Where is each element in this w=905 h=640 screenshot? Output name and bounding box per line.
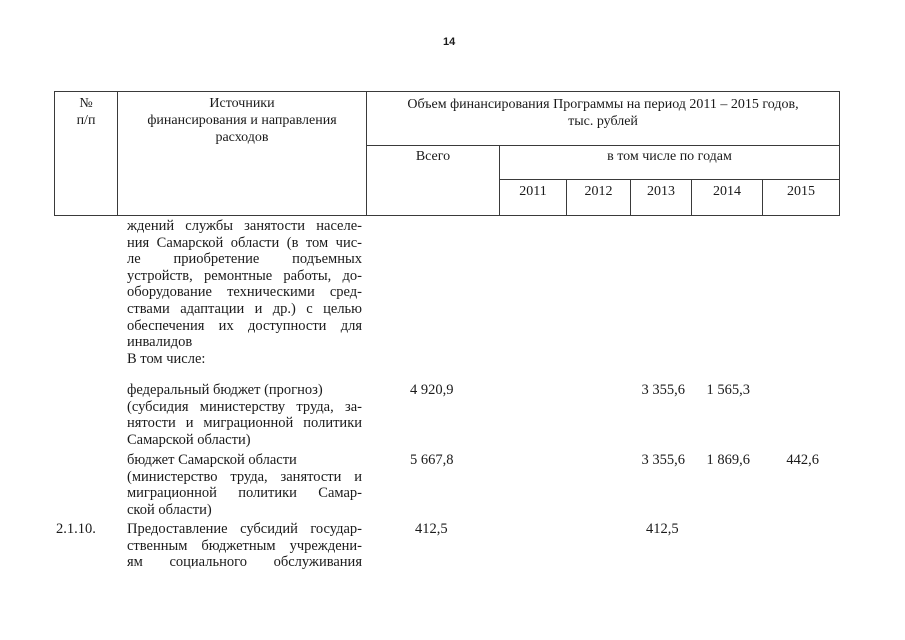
header-year-2013: 2013 xyxy=(647,184,675,199)
row-source-line: ской области) xyxy=(127,501,212,518)
header-cell-source xyxy=(117,91,367,216)
row-source-line: ям социального обслуживания xyxy=(127,554,362,571)
header-year-2012: 2012 xyxy=(584,184,613,199)
header-cell-total xyxy=(366,145,500,216)
header-cell-years-group xyxy=(499,145,840,180)
continuation-line: ждений службы занятости населе- xyxy=(127,218,362,234)
continuation-line: обеспечения их доступности для xyxy=(127,317,362,334)
header-cell-volume xyxy=(366,91,840,146)
row-total: 5 667,8 xyxy=(410,452,454,468)
continuation-line: оборудование техническими сред- xyxy=(127,284,362,301)
header-source-line-1: Источники xyxy=(209,96,275,111)
header-year-2011: 2011 xyxy=(519,184,547,199)
row-value-2014: 1 565,3 xyxy=(706,382,750,398)
header-total-label: Всего xyxy=(415,149,451,164)
row-value-2014: 1 869,6 xyxy=(706,452,750,468)
row-total: 4 920,9 xyxy=(410,382,454,398)
row-value-2013: 3 355,6 xyxy=(641,452,685,468)
header-cell-year-2011 xyxy=(499,179,567,216)
header-years-group-label: в том числе по годам xyxy=(607,149,732,164)
row-source-line: бюджет Самарской области xyxy=(127,452,297,468)
row-source-line: федеральный бюджет (прогноз) xyxy=(127,382,323,398)
continuation-line: ле приобретение подъемных xyxy=(127,251,362,268)
header-cell-year-2012 xyxy=(566,179,631,216)
header-cell-year-2014 xyxy=(691,179,763,216)
row-source-text xyxy=(127,521,362,571)
header-number-line-1: № xyxy=(79,96,93,111)
row-value-2015: 442,6 xyxy=(786,452,819,468)
page-number: 14 xyxy=(443,36,456,48)
including-label: В том числе: xyxy=(127,350,206,367)
row-value-2013: 412,5 xyxy=(646,521,679,537)
row-source-line: Предоставление субсидий государ- xyxy=(127,521,362,537)
continuation-line: инвалидов xyxy=(127,334,193,351)
header-year-2015: 2015 xyxy=(787,184,815,199)
row-value-2013: 3 355,6 xyxy=(641,382,685,398)
row-source-line: миграционной политики Самар- xyxy=(127,485,362,502)
header-cell-number xyxy=(54,91,118,216)
header-number-line-2: п/п xyxy=(76,113,96,128)
continuation-line: ния Самарской области (в том чис- xyxy=(127,234,362,251)
header-volume-line-2: тыс. рублей xyxy=(568,114,638,129)
row-source-line: (министерство труда, занятости и xyxy=(127,468,362,485)
row-number: 2.1.10. xyxy=(56,521,96,537)
header-source-line-2: финансирования и направления xyxy=(147,113,337,128)
row-source-line: ственным бюджетным учреждени- xyxy=(127,537,362,554)
row-source-text xyxy=(127,452,362,518)
header-volume-line-1: Объем финансирования Программы на период 2011 – 2015 годов, xyxy=(407,97,799,112)
row-source-line: нятости и миграционной политики xyxy=(127,415,362,432)
row-source-text xyxy=(127,382,362,448)
header-year-2014: 2014 xyxy=(713,184,741,199)
header-source-line-3: расходов xyxy=(215,130,269,145)
continuation-line: ствами адаптации и др.) с целью xyxy=(127,300,362,317)
row-total: 412,5 xyxy=(415,521,448,537)
header-cell-year-2013 xyxy=(630,179,692,216)
continuation-line: устройств, ремонтные работы, до- xyxy=(127,267,362,284)
continuation-text xyxy=(127,218,362,367)
row-source-line: (субсидия министерству труда, за- xyxy=(127,398,362,415)
row-source-line: Самарской области) xyxy=(127,431,251,448)
header-cell-year-2015 xyxy=(762,179,840,216)
